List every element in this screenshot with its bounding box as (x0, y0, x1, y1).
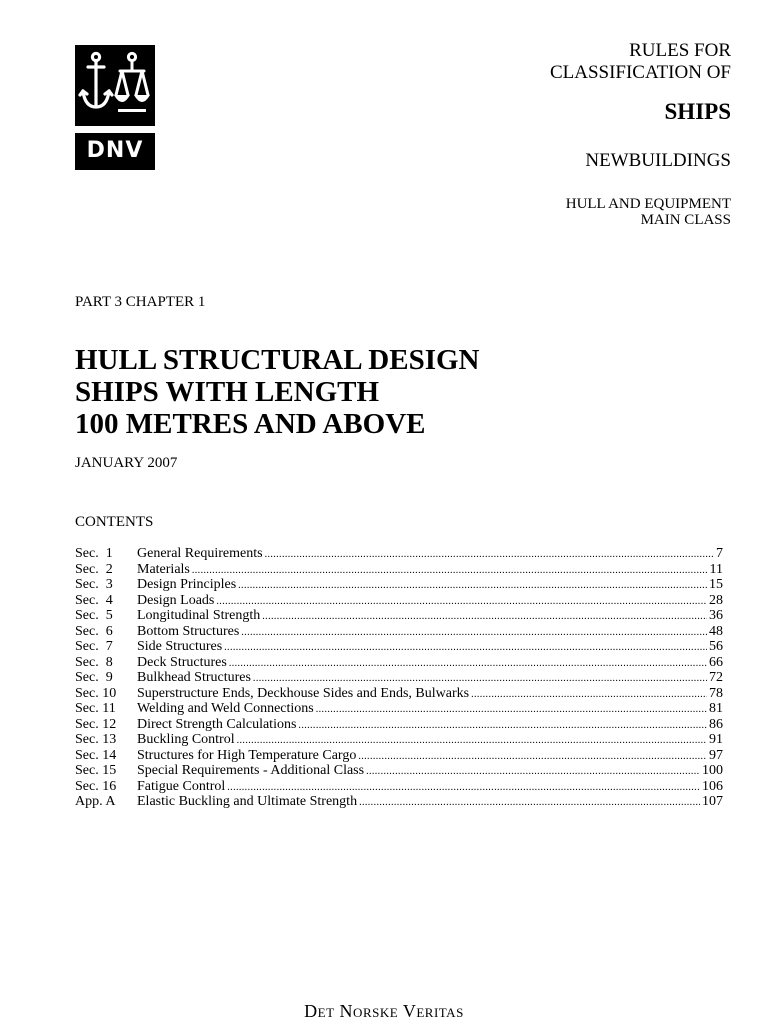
toc-row[interactable] (75, 748, 723, 764)
toc-page-number: 97 (709, 747, 723, 763)
toc-section-number: Sec. 9 (75, 670, 113, 685)
toc-page-number: 7 (716, 546, 723, 561)
newbuildings-label: NEWBUILDINGS (585, 150, 731, 171)
toc-page-number: 28 (709, 592, 723, 608)
toc-section-number: Sec. 11 (75, 701, 116, 716)
toc-page-number: 56 (709, 639, 723, 654)
toc-section-title: Buckling Control (137, 732, 235, 747)
toc-section-title: Superstructure Ends, Deckhouse Sides and Ends, Bulwarks (137, 685, 470, 701)
part-chapter-label: PART 3 CHAPTER 1 (75, 294, 206, 310)
toc-dot-leader (253, 670, 707, 687)
toc-dot-leader (238, 577, 707, 594)
toc-row[interactable] (75, 639, 723, 655)
classification-of-label: CLASSIFICATION OF (549, 62, 731, 83)
toc-section-title: Side Structures (137, 639, 223, 654)
toc-row[interactable] (75, 670, 723, 686)
toc-row[interactable] (75, 655, 723, 671)
toc-section-title: Design Loads (137, 592, 215, 608)
toc-section-number: App. A (75, 794, 116, 809)
toc-page-number: 81 (709, 701, 723, 716)
toc-page-number: 72 (709, 670, 723, 685)
toc-row[interactable] (75, 577, 723, 593)
title-line-2: SHIPS WITH LENGTH (75, 376, 380, 408)
toc-page-number: 86 (709, 716, 723, 732)
toc-dot-leader (316, 701, 707, 718)
toc-section-title: Special Requirements - Additional Class (137, 763, 365, 778)
toc-row[interactable] (75, 624, 723, 640)
toc-section-title: Direct Strength Calculations (137, 716, 297, 732)
toc-page-number: 78 (709, 685, 723, 701)
toc-row[interactable] (75, 608, 723, 624)
toc-dot-leader (229, 655, 707, 672)
toc-dot-leader (241, 624, 707, 641)
toc-page-number: 107 (702, 794, 723, 809)
toc-section-number: Sec. 1 (75, 546, 113, 561)
toc-page-number: 66 (709, 654, 723, 670)
toc-row[interactable] (75, 717, 723, 733)
toc-section-number: Sec. 3 (75, 577, 113, 592)
toc-section-title: Materials (137, 561, 190, 577)
toc-dot-leader (227, 779, 700, 796)
toc-section-number: Sec. 15 (75, 763, 117, 778)
toc-row[interactable] (75, 686, 723, 702)
dnv-logo (75, 45, 155, 170)
toc-dot-leader (366, 763, 700, 780)
toc-row[interactable] (75, 794, 723, 810)
toc-row[interactable] (75, 701, 723, 717)
toc-section-number: Sec. 4 (75, 592, 113, 608)
toc-section-title: Longitudinal Strength (137, 608, 261, 623)
toc-row[interactable] (75, 546, 723, 562)
rules-for-label: RULES FOR (629, 40, 731, 61)
toc-dot-leader (359, 794, 700, 811)
toc-row[interactable] (75, 763, 723, 779)
contents-heading: CONTENTS (75, 514, 154, 530)
toc-dot-leader (262, 608, 707, 625)
toc-row[interactable] (75, 593, 723, 609)
toc-section-number: Sec. 8 (75, 654, 113, 670)
toc-section-number: Sec. 12 (75, 716, 117, 732)
toc-section-number: Sec. 2 (75, 561, 113, 577)
ships-label: SHIPS (664, 99, 731, 124)
toc-section-number: Sec. 7 (75, 639, 113, 654)
toc-row[interactable] (75, 732, 723, 748)
toc-dot-leader (358, 748, 707, 765)
document-title (75, 344, 480, 440)
toc-page-number: 48 (709, 623, 723, 639)
toc-dot-leader (298, 717, 707, 734)
toc-section-number: Sec. 16 (75, 778, 117, 794)
toc-row[interactable] (75, 562, 723, 578)
toc-page-number: 15 (709, 577, 723, 592)
main-class-label: MAIN CLASS (640, 212, 731, 228)
toc-section-title: Elastic Buckling and Ultimate Strength (137, 794, 358, 809)
publisher-footer: Det Norske Veritas (304, 1001, 464, 1021)
toc-section-title: Design Principles (137, 577, 237, 592)
publication-date: JANUARY 2007 (75, 455, 178, 471)
toc-section-number: Sec. 5 (75, 608, 113, 623)
table-of-contents (75, 546, 723, 810)
toc-section-number: Sec. 13 (75, 732, 117, 747)
toc-dot-leader (224, 639, 707, 656)
toc-dot-leader (237, 732, 707, 749)
dnv-logo-text: DNV (86, 138, 144, 163)
toc-dot-leader (216, 593, 707, 610)
toc-section-title: Welding and Weld Connections (137, 701, 314, 716)
title-line-1: HULL STRUCTURAL DESIGN (75, 344, 480, 376)
toc-section-number: Sec. 14 (75, 747, 117, 763)
scope-lines (331, 196, 731, 228)
toc-dot-leader (192, 562, 708, 579)
document-header (331, 40, 731, 228)
toc-dot-leader (471, 686, 707, 703)
toc-section-number: Sec. 10 (75, 685, 117, 701)
toc-page-number: 36 (709, 608, 723, 623)
toc-page-number: 100 (702, 763, 723, 778)
toc-section-title: Structures for High Temperature Cargo (137, 747, 357, 763)
hull-and-equipment-label: HULL AND EQUIPMENT (565, 196, 731, 212)
toc-page-number: 106 (702, 778, 723, 794)
toc-row[interactable] (75, 779, 723, 795)
toc-section-title: Bulkhead Structures (137, 670, 251, 685)
toc-dot-leader (265, 546, 714, 563)
toc-section-title: Deck Structures (137, 654, 227, 670)
toc-page-number: 11 (709, 561, 723, 577)
toc-page-number: 91 (709, 732, 723, 747)
toc-section-number: Sec. 6 (75, 623, 113, 639)
toc-section-title: Fatigue Control (137, 778, 226, 794)
toc-section-title: Bottom Structures (137, 623, 240, 639)
toc-section-title: General Requirements (137, 546, 263, 561)
title-line-3: 100 METRES AND ABOVE (75, 408, 426, 440)
